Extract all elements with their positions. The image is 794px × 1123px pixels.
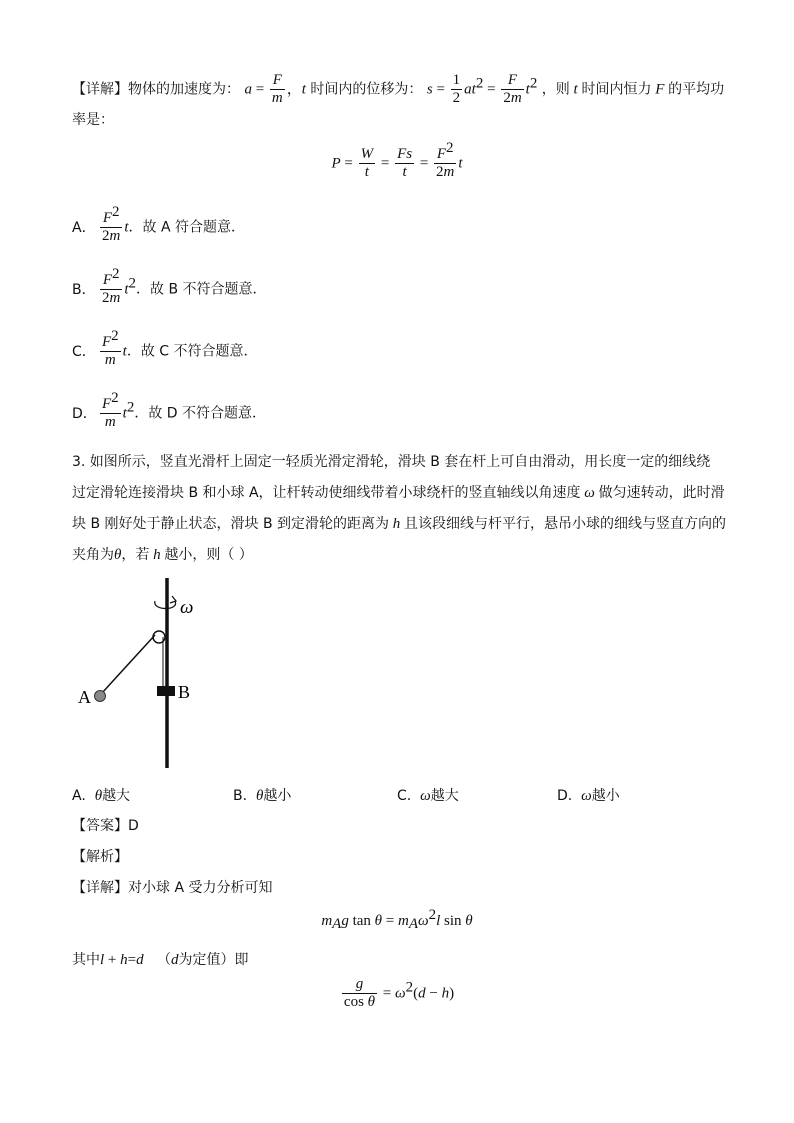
choice-b[interactable] <box>233 786 291 806</box>
option-verdict: ．故 C 不符合题意． <box>126 343 258 360</box>
force-equation: $m_Ag$ $\tan \theta = m_A\omega^2l$ sin θ <box>321 907 473 932</box>
power-formula: P = $\frac{W}{t}$ = $\frac{Fs}{t}$ = $\frac{F^2}{2m}$ t <box>331 140 463 180</box>
text-time-force: 时间内恒力 <box>581 81 652 98</box>
frac-F-over-m: $\frac{F}{m}$ <box>271 72 283 106</box>
final-equation: $\frac{g}{\text{cos θ}}$ = $\omega^2(d - h)$ <box>343 976 455 1010</box>
q3-line1: 3. 如图所示，竖直光滑杆上固定一轻质光滑定滑轮，滑块 B 套在杆上可自由滑动，用长度一定的细线绕 <box>72 454 711 470</box>
option-analysis-c: C． $\frac{F^2}{m}$ t．故 C 不符合题意． <box>72 328 258 368</box>
detail-text: 对小球 A 受力分析可知 <box>128 880 273 896</box>
choice-letter: C. <box>397 788 412 804</box>
frac-half: $\frac{1}{2}$ <box>452 72 461 106</box>
choice-text: 越大 <box>430 788 459 804</box>
choice-symbol: ω <box>420 788 431 804</box>
choice-symbol: θ <box>255 788 264 804</box>
choice-text: 越小 <box>591 788 620 804</box>
option-letter: D． <box>72 405 97 422</box>
choice-letter: B. <box>233 788 248 804</box>
text-acceleration: 物体的加速度为： <box>128 81 240 98</box>
q3-line2: 过定滑轮连接滑块 B 和小球 A，让杆转动使细线带着小球绕杆的竖直轴线以角速度 ω 做匀速转动，此时滑 <box>72 485 725 501</box>
choice-a[interactable] <box>72 786 130 806</box>
option-letter: C． <box>72 343 96 360</box>
detail-paragraph-line2: 率是： <box>72 112 114 128</box>
q3-line3-a: 块 B 刚好处于静止状态，滑块 B 到定滑轮的距离为 <box>72 516 390 532</box>
figure-omega-label: ω <box>180 597 194 618</box>
detail-tag: 【详解】 <box>72 880 128 896</box>
where-a: 其中 <box>72 952 100 968</box>
analysis-heading: 【解析】 <box>72 849 128 865</box>
q3-line4: 夹角为θ，若 h 越小，则（ ） <box>72 547 253 563</box>
choice-symbol: ω <box>581 788 592 804</box>
exponent: 2 <box>128 275 137 292</box>
frac-F-over-2m: $\frac{F}{2m}$ <box>503 72 522 106</box>
text-average-power: 的平均功 <box>668 81 725 98</box>
q3-line4-b: ，若 <box>121 547 150 563</box>
choice-text: 越大 <box>102 788 131 804</box>
option-letter: A． <box>72 219 96 236</box>
option-letter: B． <box>72 281 96 298</box>
q3-figure <box>72 575 222 775</box>
option-verdict: ．故 D 不符合题意． <box>134 405 267 422</box>
option-analysis-b: B． $\frac{F^2}{2m}$ $t^2$．故 B 不符合题意． <box>72 266 267 306</box>
block-b <box>157 686 175 696</box>
option-analysis-a: A． $\frac{F^2}{2m}$ t．故 A 符合题意． <box>72 204 245 244</box>
option-verdict: ．故 B 不符合题意． <box>136 281 267 298</box>
q3-line3-b: 且该段细线与杆平行，悬吊小球的细线与竖直方向的 <box>404 516 727 532</box>
choice-letter: A. <box>72 788 86 804</box>
where-b: （ <box>156 952 171 968</box>
ball-a <box>95 691 106 702</box>
where-line: 其中l + h=d （d为定值）即 <box>72 952 249 968</box>
q3-line2-b: 做匀速转动，此时滑 <box>598 485 725 501</box>
figure-label-a: A <box>78 687 91 707</box>
q3-line4-c: 越小，则（ ） <box>164 547 253 563</box>
detail-paragraph-line1: 【详解】物体的加速度为： a = $\frac{F}{m}$ ，t 时间内的位移为： s = $\frac{1}{2}$ $at^2$ = $\frac{F}{2m}$ $t^2$ ，则 t 时间内恒力 F 的平均功 <box>72 72 725 106</box>
q3-line3: 块 B 刚好处于静止状态，滑块 B 到定滑轮的距离为 h 且该段细线与杆平行，悬吊小球的细线与竖直方向的 <box>72 516 727 532</box>
detail-line <box>72 878 272 898</box>
choice-symbol: θ <box>94 788 103 804</box>
choice-letter: D. <box>557 788 573 804</box>
option-verdict: ．故 A 符合题意． <box>128 219 245 236</box>
q3-line4-a: 夹角为 <box>72 547 114 563</box>
text-displacement: 时间内的位移为： <box>310 81 423 98</box>
choice-c[interactable] <box>397 786 459 806</box>
figure-label-b: B <box>178 682 191 702</box>
answer-line: 【答案】D <box>72 818 139 834</box>
text-then: ，则 <box>541 81 570 98</box>
exponent: 2 <box>126 399 135 416</box>
choice-d[interactable] <box>557 786 620 806</box>
where-c: 为定值）即 <box>178 952 249 968</box>
q3-line2-a: 过定滑轮连接滑块 B 和小球 A，让杆转动使细线带着小球绕杆的竖直轴线以角速度 <box>72 485 581 501</box>
option-analysis-d: D． $\frac{F^2}{m}$ $t^2$．故 D 不符合题意． <box>72 390 267 430</box>
string-to-ball <box>102 635 155 693</box>
choice-text: 越小 <box>263 788 292 804</box>
detail-tag: 【详解】 <box>72 81 128 98</box>
